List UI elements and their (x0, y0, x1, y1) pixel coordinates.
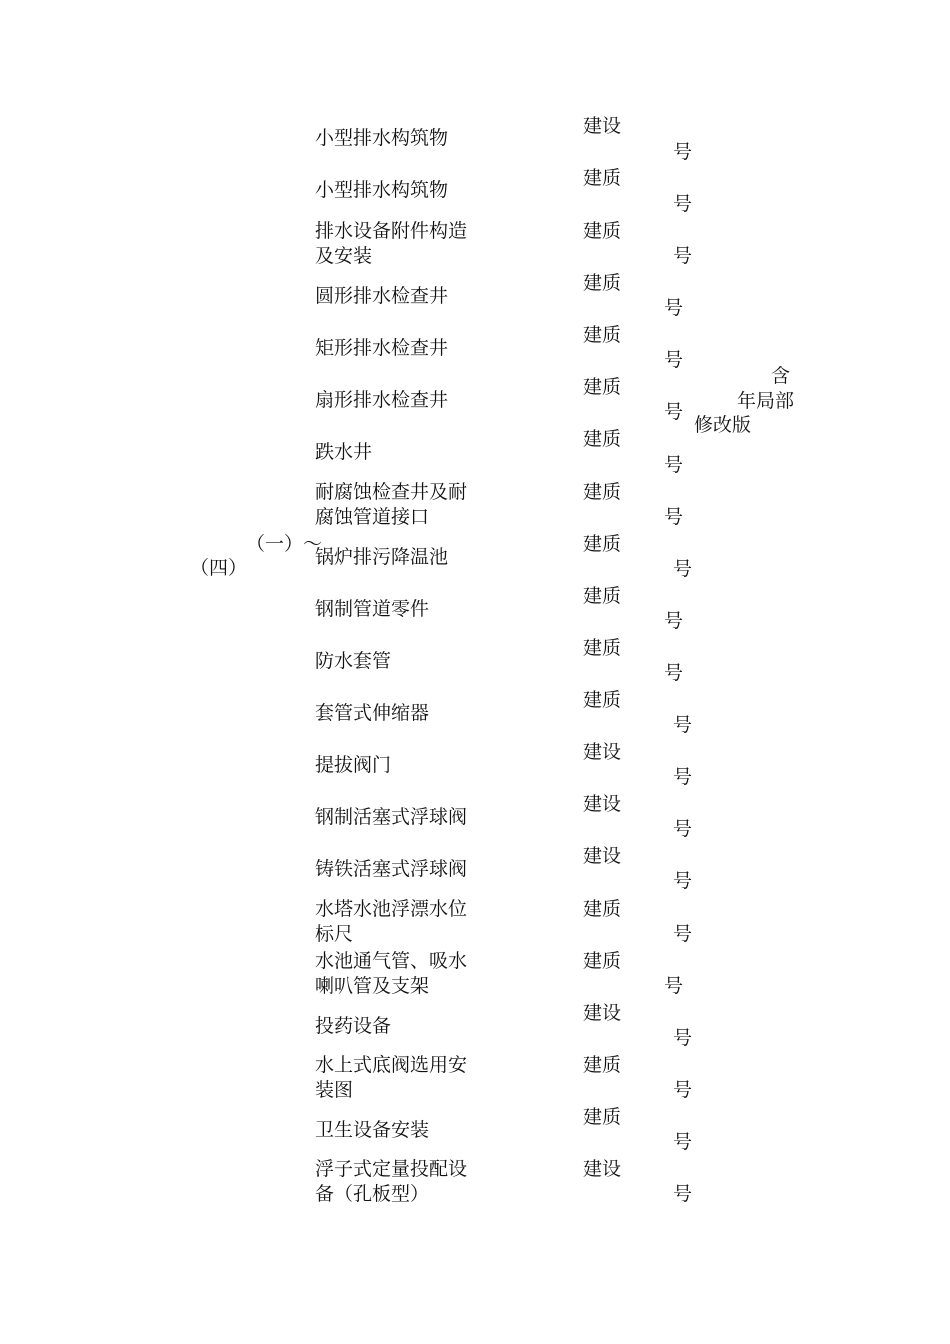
document-number: 号 (664, 975, 684, 997)
standard-name-line1: 水上式底阀选用安 (315, 1054, 468, 1076)
document-number: 号 (664, 610, 684, 632)
issuing-unit: 建质 (583, 898, 622, 920)
issuing-unit: 建设 (583, 845, 622, 867)
group-label-range: （一）～ (246, 533, 323, 555)
document-number: 号 (664, 297, 684, 319)
standard-name (315, 805, 480, 830)
document-number: 号 (673, 245, 693, 267)
document-number: 号 (664, 401, 684, 423)
standard-name (315, 126, 480, 151)
standard-name-line1: 钢制管道零件 (315, 598, 430, 620)
standard-name-line1: 水塔水池浮漂水位 (315, 898, 468, 920)
standard-name (315, 753, 480, 778)
document-number: 号 (673, 766, 693, 788)
standard-name (315, 440, 480, 465)
document-number: 号 (673, 818, 693, 840)
standard-name (315, 284, 480, 309)
standard-name-line2: 腐蚀管道接口 (315, 506, 430, 528)
standard-name-line1: 浮子式定量投配设 (315, 1158, 468, 1180)
revision-note-line1: 含 (771, 365, 791, 387)
standard-name (315, 388, 480, 413)
issuing-unit: 建质 (583, 585, 622, 607)
standard-name-line1: 水池通气管、吸水 (315, 950, 468, 972)
standard-name (315, 897, 480, 947)
issuing-unit: 建质 (583, 272, 622, 294)
group-label-left: （四） (190, 557, 248, 579)
standard-name-line1: 小型排水构筑物 (315, 179, 449, 201)
document-number: 号 (673, 558, 693, 580)
standard-name-line1: 跌水井 (315, 441, 373, 463)
standard-name (315, 857, 480, 882)
document-number: 号 (673, 870, 693, 892)
document-number: 号 (673, 1027, 693, 1049)
standard-name-line2: 标尺 (315, 923, 354, 945)
standard-name-line1: 圆形排水检查井 (315, 285, 449, 307)
standard-name (315, 1014, 480, 1039)
standard-name (315, 219, 480, 269)
issuing-unit: 建质 (583, 533, 622, 555)
document-number: 号 (673, 714, 693, 736)
standard-name (315, 545, 480, 570)
document-number: 号 (673, 1079, 693, 1101)
document-number: 号 (673, 1131, 693, 1153)
revision-note-line2: 年局部 (737, 390, 795, 412)
standard-name (315, 649, 480, 674)
standard-name-line2: 备（孔板型） (315, 1183, 430, 1205)
standard-name-line2: 喇叭管及支架 (315, 975, 430, 997)
standard-name (315, 480, 480, 530)
standard-name (315, 1157, 480, 1207)
standard-name-line1: 防水套管 (315, 650, 392, 672)
issuing-unit: 建质 (583, 1054, 622, 1076)
issuing-unit: 建设 (583, 741, 622, 763)
issuing-unit: 建设 (583, 1158, 622, 1180)
standard-name-line2: 装图 (315, 1079, 354, 1101)
standard-name-line1: 扇形排水检查井 (315, 389, 449, 411)
issuing-unit: 建质 (583, 167, 622, 189)
standard-name-line1: 铸铁活塞式浮球阀 (315, 858, 468, 880)
standard-name-line1: 排水设备附件构造 (315, 220, 468, 242)
issuing-unit: 建设 (583, 115, 622, 137)
standard-name (315, 1053, 480, 1103)
issuing-unit: 建质 (583, 481, 622, 503)
standard-name-line2: 及安装 (315, 245, 373, 267)
issuing-unit: 建质 (583, 428, 622, 450)
standard-name (315, 701, 480, 726)
standard-name-line1: 投药设备 (315, 1015, 392, 1037)
issuing-unit: 建质 (583, 220, 622, 242)
document-number: 号 (664, 454, 684, 476)
standard-name-line1: 套管式伸缩器 (315, 702, 430, 724)
issuing-unit: 建质 (583, 1106, 622, 1128)
issuing-unit: 建质 (583, 637, 622, 659)
document-number: 号 (664, 506, 684, 528)
standard-name-line1: 锅炉排污降温池 (315, 546, 449, 568)
document-number: 号 (673, 193, 693, 215)
issuing-unit: 建质 (583, 324, 622, 346)
issuing-unit: 建设 (583, 793, 622, 815)
standard-name-line1: 卫生设备安装 (315, 1119, 430, 1141)
standard-name-line1: 提拔阀门 (315, 754, 392, 776)
issuing-unit: 建质 (583, 376, 622, 398)
standard-name (315, 1118, 480, 1143)
document-number: 号 (664, 662, 684, 684)
standard-name (315, 597, 480, 622)
standard-name-line1: 矩形排水检查井 (315, 337, 449, 359)
document-number: 号 (664, 349, 684, 371)
standard-name-line1: 小型排水构筑物 (315, 127, 449, 149)
issuing-unit: 建设 (583, 1002, 622, 1024)
document-number: 号 (673, 1183, 693, 1205)
standard-name-line1: 钢制活塞式浮球阀 (315, 806, 468, 828)
standard-name-line1: 耐腐蚀检查井及耐 (315, 481, 468, 503)
document-number: 号 (673, 923, 693, 945)
issuing-unit: 建质 (583, 689, 622, 711)
revision-note-line3: 修改版 (694, 414, 752, 436)
standard-name (315, 178, 480, 203)
issuing-unit: 建质 (583, 950, 622, 972)
document-number: 号 (673, 141, 693, 163)
standard-name (315, 336, 480, 361)
standard-name (315, 949, 480, 999)
